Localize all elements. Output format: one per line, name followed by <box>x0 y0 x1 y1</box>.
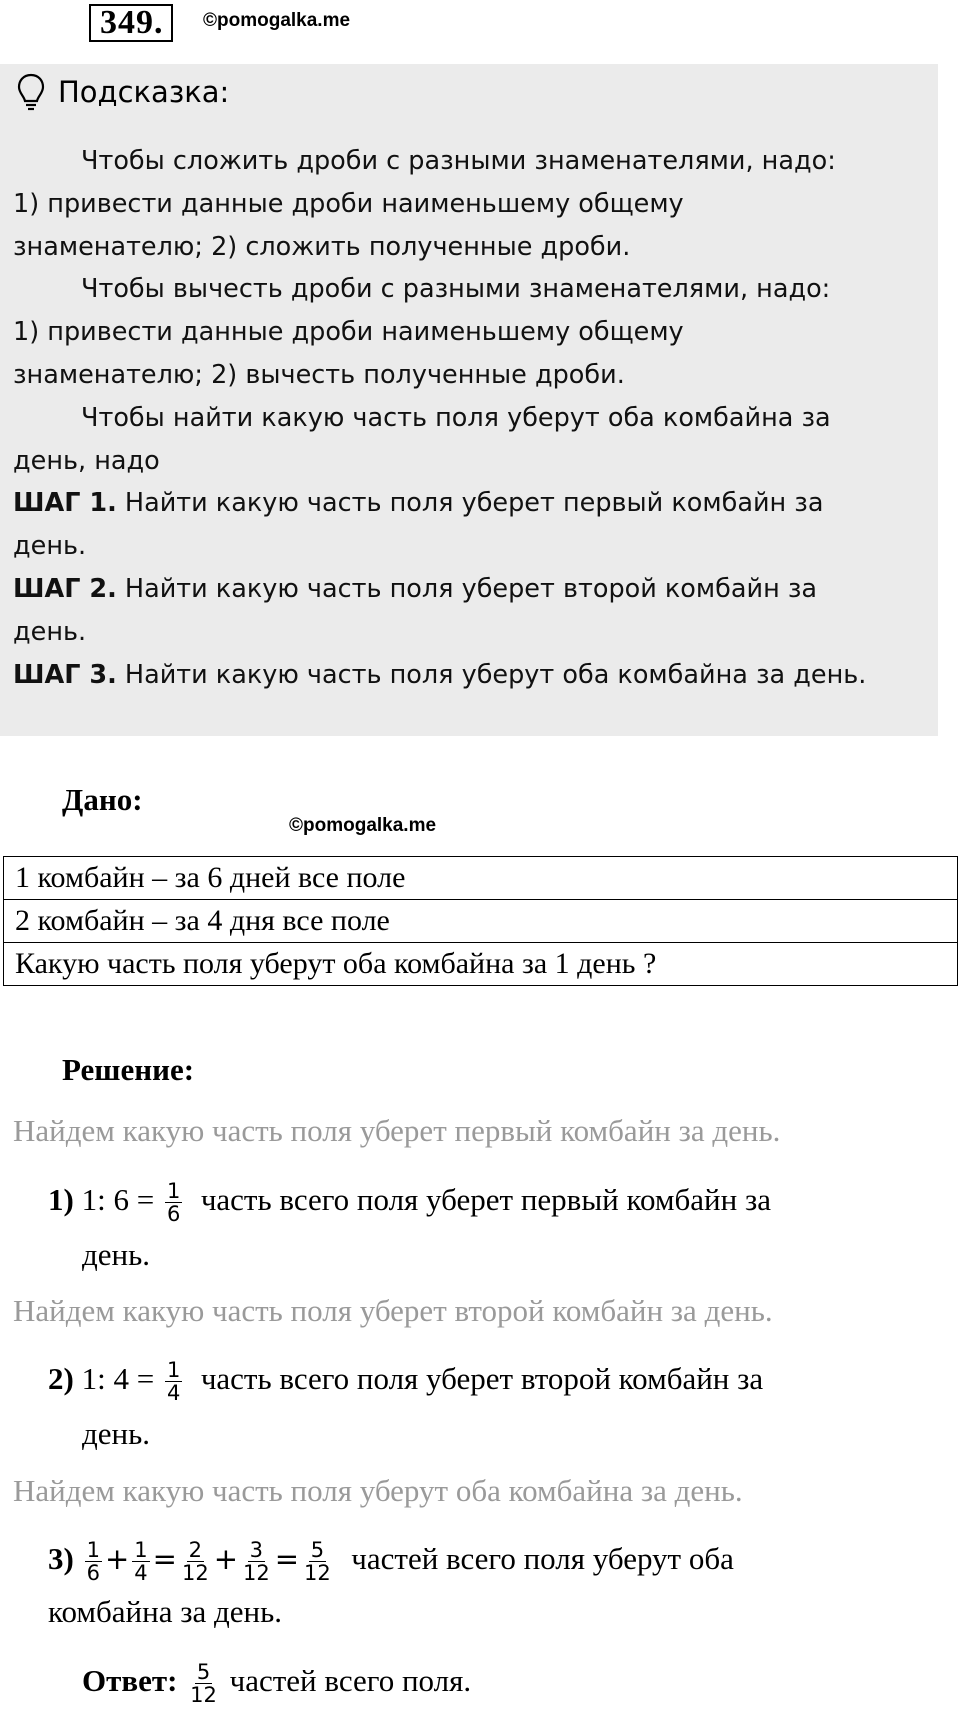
solution-step-2 <box>48 1354 763 1404</box>
step-text: часть всего поля уберет второй комбайн за <box>200 1361 764 1396</box>
step-text: часть всего поля уберет первый комбайн за <box>200 1182 771 1217</box>
answer <box>82 1656 471 1706</box>
fraction: $\frac{1}{4}$ <box>134 1538 148 1586</box>
table-row <box>4 857 958 900</box>
step-label: ШАГ 1. <box>13 488 117 519</box>
lightbulb-icon <box>16 72 46 112</box>
solution-title: Решение: <box>62 1052 195 1087</box>
expression: 1: 6 = <box>81 1182 155 1217</box>
operator: + <box>213 1542 238 1576</box>
fraction-expression <box>82 1538 336 1586</box>
fraction: $\frac{5}{12}$ <box>304 1538 331 1586</box>
hint-line: Чтобы найти какую часть поля уберут оба комбайна за <box>81 402 831 433</box>
watermark: ©pomogalka.me <box>289 815 437 836</box>
fraction: $\frac{1}{6}$ <box>166 1179 181 1227</box>
hint-line: день, надо <box>13 445 160 476</box>
table-row <box>4 900 958 943</box>
hint-line: Чтобы вычесть дроби с разными знаменателями, надо: <box>81 274 831 305</box>
step-intro: Найдем какую часть поля уберет первый комбайн за день. <box>13 1113 781 1148</box>
step-1 <box>13 482 933 525</box>
step-text: частей всего поля уберут оба <box>351 1541 734 1576</box>
step-number: 1) <box>48 1182 74 1217</box>
hint-line: Чтобы сложить дроби с разными знаменателями, надо: <box>81 146 836 176</box>
fraction: $\frac{1}{4}$ <box>166 1358 181 1406</box>
step-label: ШАГ 2. <box>13 573 117 604</box>
given-table <box>3 856 958 986</box>
hint-text <box>13 140 933 696</box>
operator: + <box>104 1542 130 1576</box>
expression: 1: 4 = <box>81 1361 155 1396</box>
fraction: $\frac{3}{12}$ <box>243 1538 270 1586</box>
hint-title: Подсказка: <box>58 75 230 109</box>
fraction: $\frac{5}{12}$ <box>190 1660 217 1708</box>
step-text: Найти какую часть поля уберут оба комбайна за день. <box>116 659 867 690</box>
step-1-cont: день. <box>13 531 87 562</box>
given-cell: 1 комбайн – за 6 дней все поле <box>4 857 958 900</box>
solution-step-1 <box>48 1175 771 1225</box>
solution-step-3 <box>48 1534 734 1584</box>
step-text: Найти какую часть поля уберет второй комбайн за <box>116 573 818 604</box>
given-title: Дано: <box>62 782 143 817</box>
step-intro: Найдем какую часть поля уберут оба комбайна за день. <box>13 1473 743 1508</box>
hint-line: знаменателю; 2) вычесть полученные дроби. <box>13 359 625 390</box>
step-number: 2) <box>48 1361 74 1396</box>
step-number: 3) <box>48 1541 74 1576</box>
fraction: $\frac{2}{12}$ <box>181 1538 209 1586</box>
step-3 <box>13 654 933 697</box>
hint-line: 1) привести данные дроби наименьшему общему <box>13 188 684 219</box>
hint-line: знаменателю; 2) сложить полученные дроби. <box>13 231 631 262</box>
step-cont: день. <box>82 1237 151 1272</box>
answer-text: частей всего поля. <box>229 1663 472 1698</box>
step-label: ШАГ 3. <box>13 659 117 690</box>
given-cell: Какую часть поля уберут оба комбайна за 1 день ? <box>4 943 958 986</box>
given-cell: 2 комбайн – за 4 дня все поле <box>4 900 958 943</box>
operator: = <box>152 1542 177 1576</box>
hint-line: 1) привести данные дроби наименьшему общему <box>13 317 684 348</box>
operator: = <box>274 1542 300 1576</box>
step-intro: Найдем какую часть поля уберет второй комбайн за день. <box>13 1293 773 1328</box>
fraction: $\frac{1}{6}$ <box>86 1538 100 1586</box>
step-cont: комбайна за день. <box>48 1594 282 1629</box>
step-cont: день. <box>82 1416 151 1451</box>
step-2 <box>13 568 933 611</box>
task-number: 349. <box>89 4 173 42</box>
answer-label: Ответ: <box>82 1663 178 1698</box>
watermark: ©pomogalka.me <box>203 10 351 31</box>
table-row <box>4 943 958 986</box>
step-2-cont: день. <box>13 616 87 647</box>
step-text: Найти какую часть поля уберет первый комбайн за <box>116 488 824 519</box>
